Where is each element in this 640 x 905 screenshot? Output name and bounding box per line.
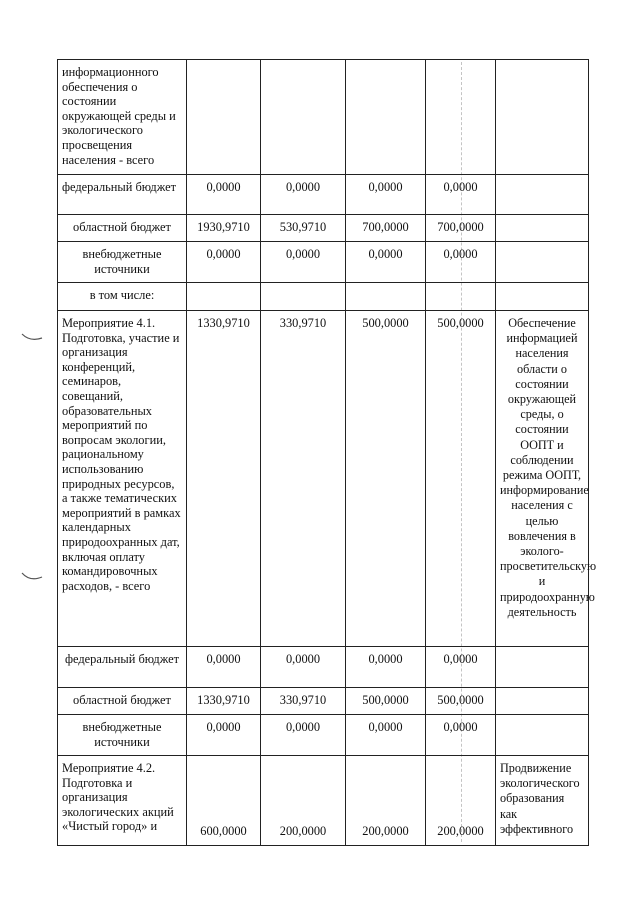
expected-result [496, 242, 589, 283]
budget-table [57, 59, 597, 846]
row-label: внебюджетные источники [58, 715, 187, 756]
table-row [58, 60, 589, 175]
value-year-1: 330,9710 [261, 688, 346, 715]
row-label: в том числе: [58, 283, 187, 311]
scan-mark-upper [20, 330, 44, 344]
value-year-3 [426, 283, 496, 311]
value-year-1: 200,0000 [261, 756, 346, 846]
table-row [58, 242, 589, 283]
value-year-2: 500,0000 [346, 688, 426, 715]
value-total: 1930,9710 [187, 215, 261, 242]
row-label: внебюджетные источники [58, 242, 187, 283]
table-row [58, 688, 589, 715]
value-year-3: 0,0000 [426, 242, 496, 283]
scan-mark-lower [20, 570, 44, 584]
value-year-2: 700,0000 [346, 215, 426, 242]
table-row [58, 283, 589, 311]
expected-result [496, 60, 589, 175]
value-total: 1330,9710 [187, 311, 261, 647]
row-label: федеральный бюджет [58, 647, 187, 688]
value-year-3: 700,0000 [426, 215, 496, 242]
value-year-2 [346, 60, 426, 175]
value-total [187, 283, 261, 311]
expected-result [496, 283, 589, 311]
table-row [58, 311, 589, 647]
expected-result: Обеспечение информацией населения области о состоянии окружающей среды, о состоянии ООПТ и соблюдении режима ООПТ, информирование населения с целью вовлечения в эколого-просветительскую и природоохранную деятельность [496, 311, 589, 647]
value-total: 0,0000 [187, 715, 261, 756]
value-year-3: 500,0000 [426, 688, 496, 715]
value-year-1 [261, 60, 346, 175]
table-row [58, 215, 589, 242]
value-year-3 [426, 60, 496, 175]
table-row [58, 647, 589, 688]
value-year-2: 200,0000 [346, 756, 426, 846]
value-year-3: 0,0000 [426, 647, 496, 688]
table-row [58, 715, 589, 756]
value-year-3: 200,0000 [426, 756, 496, 846]
value-year-1 [261, 283, 346, 311]
expected-result [496, 715, 589, 756]
value-total: 1330,9710 [187, 688, 261, 715]
value-year-3: 0,0000 [426, 175, 496, 215]
value-total: 0,0000 [187, 647, 261, 688]
value-year-3: 0,0000 [426, 715, 496, 756]
expected-result [496, 647, 589, 688]
value-year-2: 0,0000 [346, 715, 426, 756]
value-year-1: 0,0000 [261, 647, 346, 688]
value-year-2: 0,0000 [346, 647, 426, 688]
expected-result [496, 688, 589, 715]
value-year-2: 500,0000 [346, 311, 426, 647]
value-year-1: 530,9710 [261, 215, 346, 242]
value-total [187, 60, 261, 175]
table-row [58, 756, 589, 846]
value-year-2: 0,0000 [346, 175, 426, 215]
value-year-1: 0,0000 [261, 715, 346, 756]
value-total: 600,0000 [187, 756, 261, 846]
row-label: Мероприятие 4.1. Подготовка, участие и организация конференций, семинаров, совещаний, образовательных мероприятий по вопросам экологии, рациональному использованию природных ресурсов, а также тематических мероприятий в рамках календарных природоохранных дат, включая оплату командировочных расходов, - всего [58, 311, 187, 647]
expected-result: Продвижение экологического образования как эффективного [496, 756, 589, 846]
value-year-2 [346, 283, 426, 311]
table-row [58, 175, 589, 215]
expected-result [496, 175, 589, 215]
expected-result [496, 215, 589, 242]
row-label: областной бюджет [58, 215, 187, 242]
value-year-3: 500,0000 [426, 311, 496, 647]
value-year-1: 330,9710 [261, 311, 346, 647]
row-label: Мероприятие 4.2. Подготовка и организация экологических акций «Чистый город» и [58, 756, 187, 846]
row-label: областной бюджет [58, 688, 187, 715]
value-year-2: 0,0000 [346, 242, 426, 283]
row-label: информационного обеспечения о состоянии окружающей среды и экологического просвещения населения - всего [58, 60, 187, 175]
value-total: 0,0000 [187, 242, 261, 283]
value-year-1: 0,0000 [261, 242, 346, 283]
row-label: федеральный бюджет [58, 175, 187, 215]
value-total: 0,0000 [187, 175, 261, 215]
value-year-1: 0,0000 [261, 175, 346, 215]
